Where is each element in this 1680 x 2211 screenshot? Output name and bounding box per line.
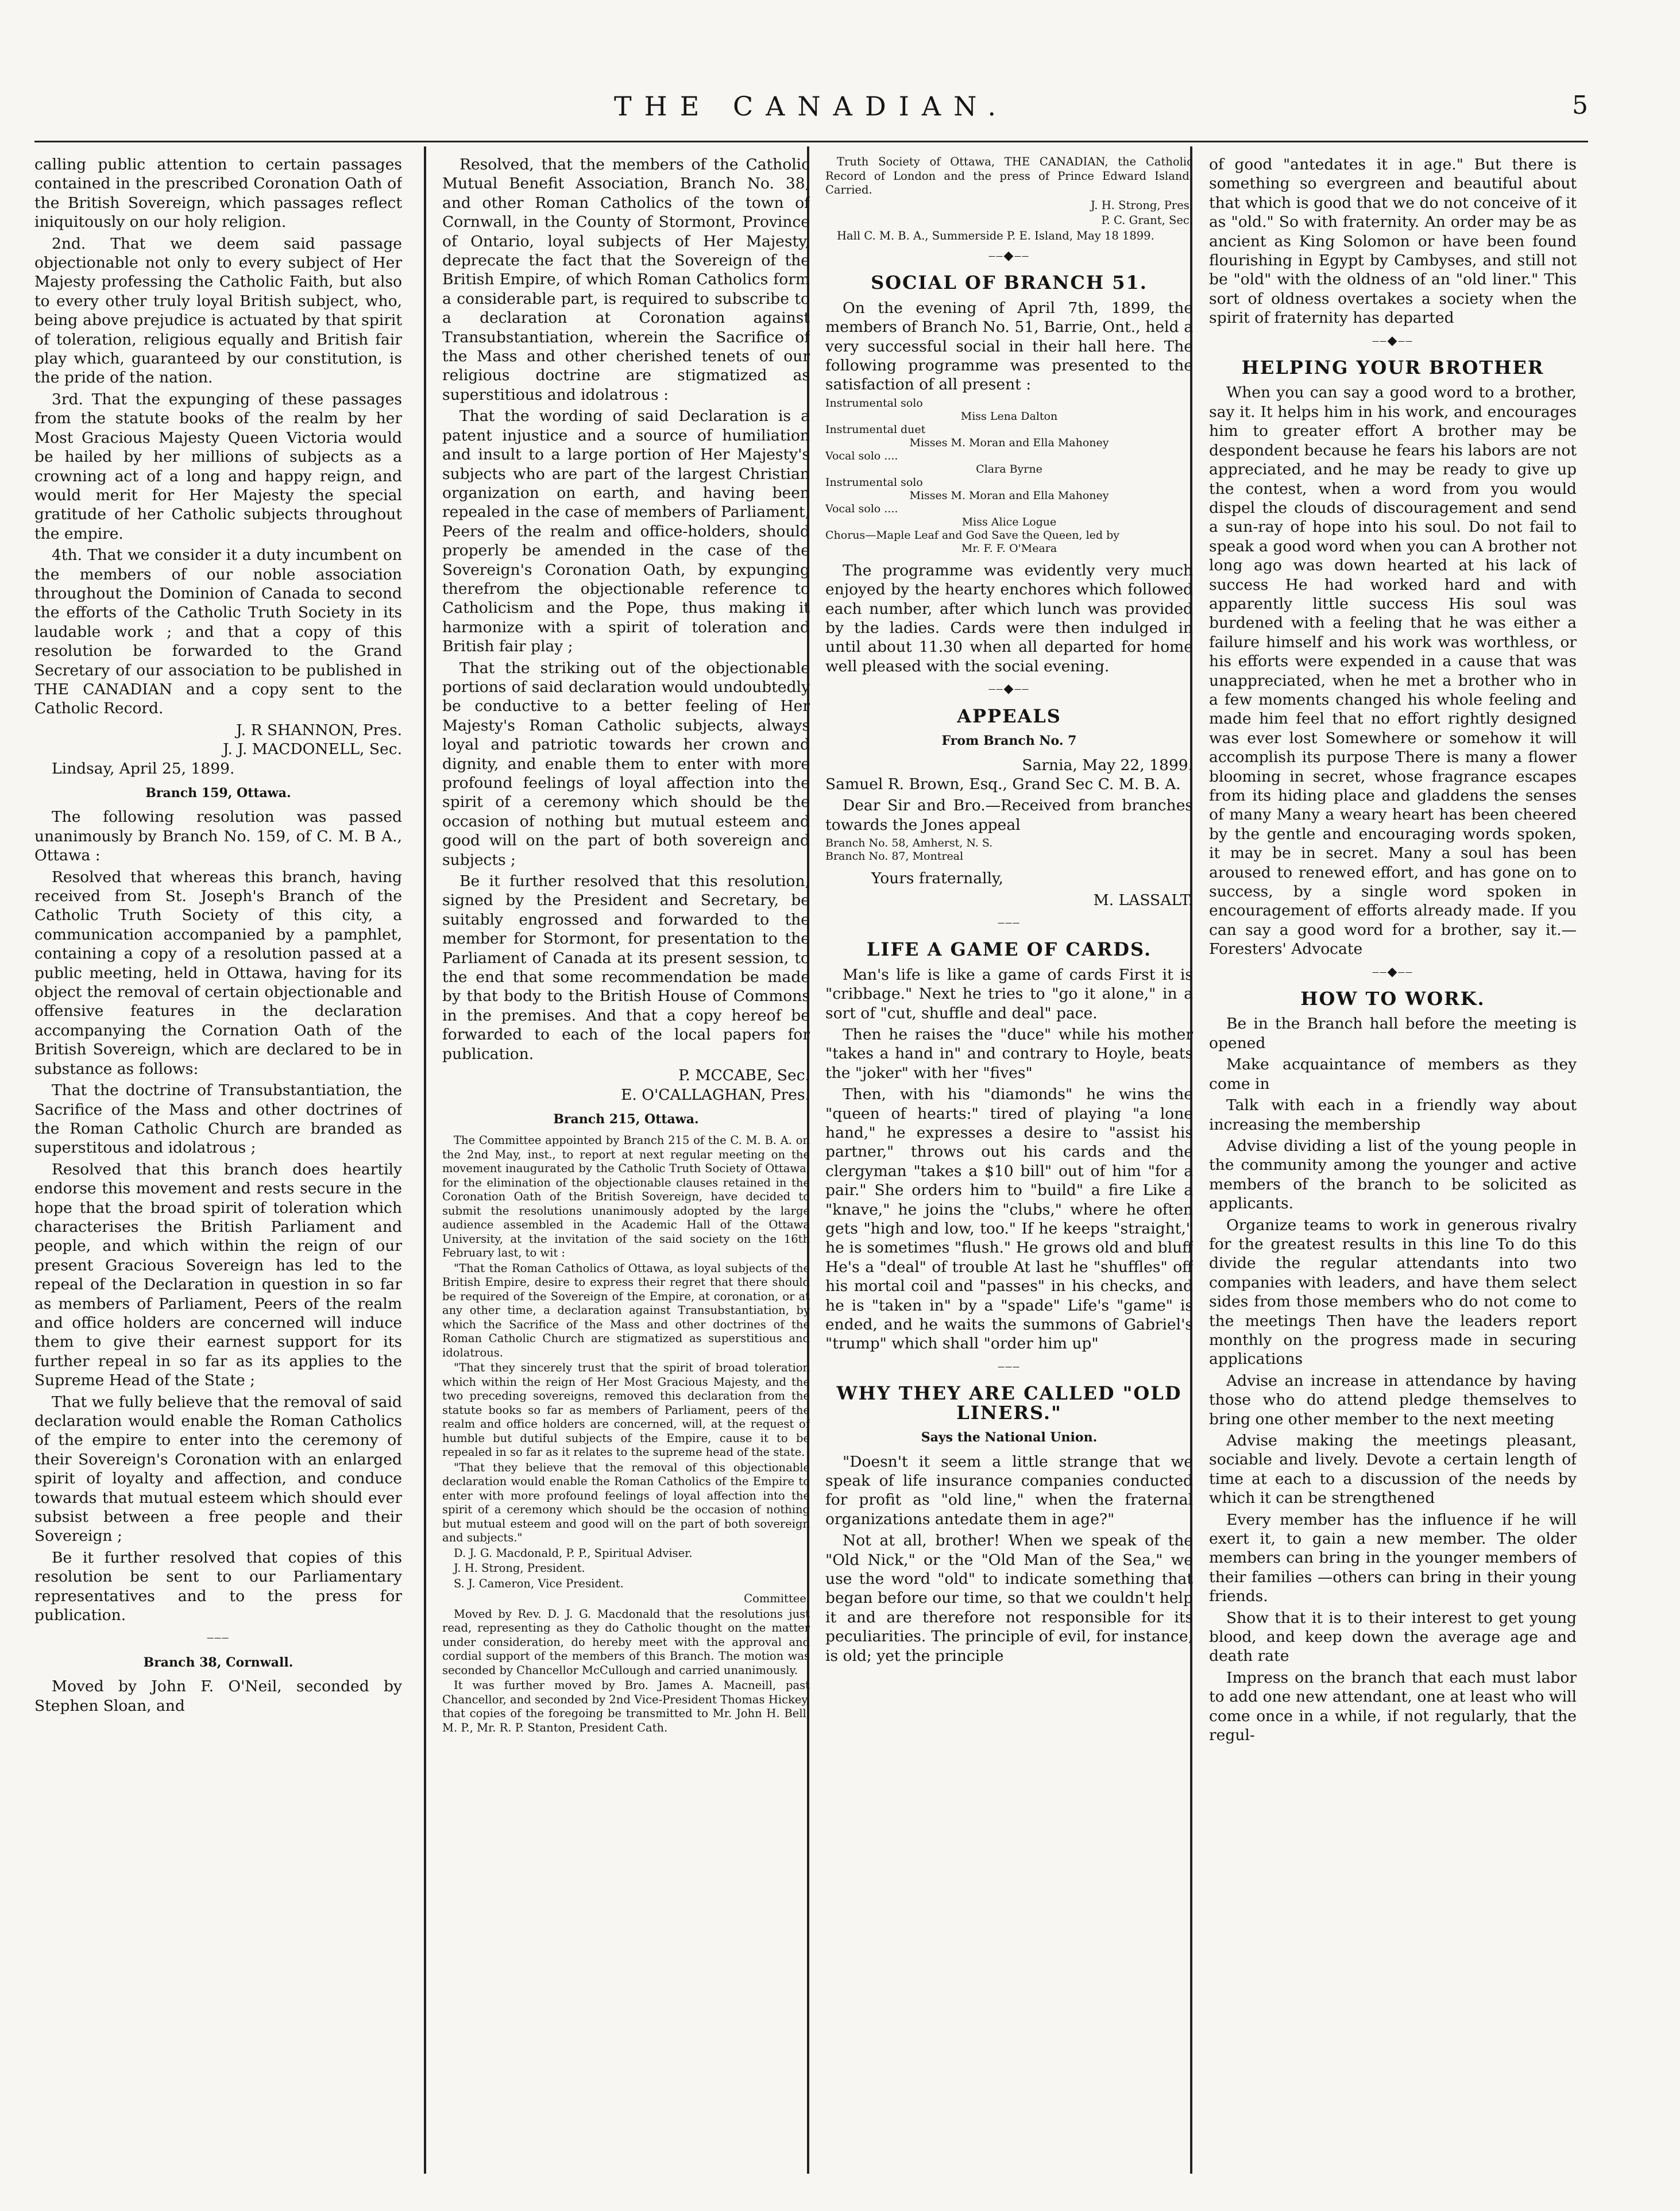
- programme-performer: Miss Alice Logue: [961, 515, 1057, 528]
- paragraph: The Committee appointed by Branch 215 of the C. M. B. A. on the 2nd May, inst., to report at next regular meeting on the movement inaugurated by the Catholic Truth Society of Ottawa, for the elimination of the objectionable clauses retained in the Coronation Oath of the British Sovereign, have decided to submit the resolutions unanimously adopted by the large audience assembled in the Academic Hall of the Ottawa University, at the invitation of the said society on the 16th February last, to wit :: [442, 1134, 810, 1260]
- paragraph: Be in the Branch hall before the meeting is opened: [1209, 1015, 1577, 1052]
- paragraph: Resolved, that the members of the Catholic Mutual Benefit Association, Branch No. 38, and other Roman Catholics of the town of Cornwall, in the County of Stormont, Province of Ontario, loyal subjects of Her Majesty, deprecate the fact that the Sovereign of the British Empire, of which Roman Catholics form a considerable part, is required to subscribe to a declaration at Coronation against Transubstantiation, wherein the Sacrifice of the Mass and other cherished tenets of our religious doctrine are stigmatized as superstitious and idolatrous :: [442, 156, 810, 404]
- signature: P. C. Grant, Sec.: [1101, 214, 1193, 227]
- paragraph: That we fully believe that the removal of said declaration would enable the Roman Catholics of the empire to enter into the ceremony of their Sovereign's Coronation with an enlarged spirit of loyalty and affection, and conduce towards that mutual esteem which should ever subsist between a free people and their Sovereign ;: [34, 1393, 402, 1545]
- article-heading: LIFE A GAME OF CARDS.: [866, 938, 1152, 961]
- committee-member: D. J. G. Macdonald, P. P., Spiritual Adviser.: [454, 1546, 693, 1560]
- paragraph: Organize teams to work in generous rivalry for the greatest results in this line To do this divide the regular attendants into two companies with leaders, and have them select sides from those members who do not come to the meetings Then have the leaders report monthly on the progress made in securing applications: [1209, 1216, 1577, 1369]
- paragraph: Truth Society of Ottawa, THE CANADIAN, the Catholic Record of London and the press of Prince Edward Island. Carried.: [825, 155, 1193, 196]
- paragraph: Resolved that whereas this branch, having received from St. Joseph's Branch of the Catholic Truth Society of this city, a communication accompanied by a pamphlet, containing a copy of a resolution passed at a public meeting, held in Ottawa, having for its object the removal of certain objectionable and offensive features in the declaration accompanying the Cornation Oath of the British Sovereign, which are declared to be in substance as follows:: [34, 868, 402, 1078]
- dateline: Sarnia, May 22, 1899.: [1022, 756, 1193, 774]
- programme-performer: Mr. F. F. O'Meara: [961, 542, 1057, 555]
- dateline: Hall C. M. B. A., Summerside P. E. Island, May 18 1899.: [837, 229, 1154, 242]
- paragraph: Moved by Rev. D. J. G. Macdonald that the resolutions just read, representing as they do Catholic thought on the matter under consideration, do hereby meet with the approval and cordial support of the members of this Branch. The motion was seconded by Chancellor McCullough and carried unanimously.: [442, 1607, 810, 1677]
- programme-item: Instrumental solo: [825, 396, 923, 409]
- article-heading: HOW TO WORK.: [1300, 988, 1485, 1010]
- section-divider: ⎯⎯◆⎯⎯: [1372, 333, 1413, 348]
- article-heading: HELPING YOUR BROTHER: [1241, 357, 1544, 379]
- section-subheading: Branch 38, Cornwall.: [143, 1655, 293, 1670]
- paragraph: Be it further resolved that this resolution, signed by the President and Secretary, be suitably engrossed and forwarded to the member for Stormont, for presentation to the Parliament of Canada at its present session, to the end that some recommendation be made by that body to the British House of Commons in the premises. And that a copy hereof be forwarded to each of the local papers for publication.: [442, 872, 810, 1063]
- programme-performer: Miss Lena Dalton: [960, 409, 1058, 423]
- paragraph: "That they sincerely trust that the spirit of broad toleration which within the reign of Her Most Gracious Majesty, and the two preceding sovereigns, removed this declaration from the statute books so far as members of Parliament, peers of the realm and office holders are concerned, will, at the request of humble but dutiful subjects of the Empire, cause it to be repealed in so far as it relates to the supreme head of the state.: [442, 1361, 810, 1459]
- closing: Yours fraternally,: [871, 869, 1003, 888]
- paragraph: Samuel R. Brown, Esq., Grand Sec C. M. B. A.: [825, 775, 1181, 793]
- dateline: Lindsay, April 25, 1899.: [52, 759, 235, 778]
- paragraph: Then, with his "diamonds" he wins the "queen of hearts:" tired of playing "a lone hand," he expresses a desire to "assist his partner," throws out his cards and the clergyman "takes a $10 bill" out of him "for a pair." She orders him to "build" a fire Like a "knave," he joins the "clubs," where he often gets "high and low, too." If he keeps "straight," he is sometimes "flush." He grows old and bluff He's a "deal" of trouble At last he "shuffles" off his mortal coil and "passes" in his checks, and he is "taken in" by a "spade" Life's "game" is ended, and he waits the summons of Gabriel's "trump" which shall "order him up": [825, 1085, 1193, 1353]
- appeal-list: [825, 837, 1193, 863]
- signature: E. O'CALLAGHAN, Pres.: [621, 1085, 810, 1104]
- page-number: 5: [1572, 91, 1588, 120]
- programme-item: Instrumental duet: [825, 423, 926, 436]
- section-divider: ⎯⎯⎯: [207, 1630, 230, 1645]
- paragraph: Make acquaintance of members as they come in: [1209, 1056, 1577, 1093]
- paragraph: Resolved that this branch does heartily endorse this movement and rests secure in the hope that the broad spirit of toleration which characterises the British Parliament and people, and which within the reign of our present Gracious Sovereign has led to the repeal of the Declaration in question in so far as members of Parliament, Peers of the realm and office holders are concerned will induce them to give their earnest support for its further repeal in so far as its applies to the Supreme Head of the State ;: [34, 1160, 402, 1390]
- section-divider: ⎯⎯◆⎯⎯: [1372, 964, 1413, 979]
- paragraph: 3rd. That the expunging of these passages from the statute books of the realm by her Most Gracious Majesty Queen Victoria would be hailed by her millions of subjects as a crowning act of a long and happy reign, and would merit for Her Majesty the special gratitude of her Catholic subjects throughout the empire.: [34, 390, 402, 543]
- paragraph: Not at all, brother! When we speak of the "Old Nick," or the "Old Man of the Sea," we use the word "old" to indicate something that began before our time, so that we couldn't help it and are therefore not responsible for its peculiarities. The principle of evil, for instance, is old; yet the principle: [825, 1532, 1193, 1665]
- masthead: [34, 86, 1588, 132]
- section-subheading: Branch 215, Ottawa.: [553, 1111, 699, 1127]
- paragraph: The following resolution was passed unanimously by Branch No. 159, of C. M. B A., Ottawa :: [34, 808, 402, 865]
- paragraph: It was further moved by Bro. James A. Macneill, past Chancellor, and seconded by 2nd Vice-President Thomas Hickey, that copies of the foregoing be transmitted to Mr. John H. Bell, M. P., Mr. R. P. Stanton, President Cath.: [442, 1679, 810, 1734]
- paragraph: Advise making the meetings pleasant, sociable and lively. Devote a certain length of time at each to a discussion of the needs by which it can be strengthened: [1209, 1432, 1577, 1508]
- column-rule-1: [424, 146, 426, 2174]
- programme-performer: Misses M. Moran and Ella Mahoney: [909, 489, 1109, 502]
- small-print-report: [825, 155, 1193, 243]
- section-subheading: From Branch No. 7: [941, 733, 1077, 749]
- committee-label: Committee.: [744, 1592, 810, 1606]
- paragraph: Man's life is like a game of cards First it is "cribbage." Next he tries to "go it alone," in a sort of "cut, shuffle and deal" pace.: [825, 965, 1193, 1022]
- paragraph: Advise an increase in attendance by having those who do attend pledge themselves to bring one other member to the next meeting: [1209, 1371, 1577, 1428]
- small-print-report: [442, 1134, 810, 1735]
- programme-performer: Misses M. Moran and Ella Mahoney: [909, 436, 1109, 449]
- section-divider: ⎯⎯⎯: [998, 1359, 1021, 1374]
- section-subheading: Branch 159, Ottawa.: [145, 786, 291, 801]
- paragraph: 2nd. That we deem said passage objectionable not only to every subject of Her Majesty professing the Catholic Faith, but also to every other truly loyal British subject, who, being above prejudice is actuated by that spirit of toleration, religious equally and British fair play which, guaranteed by our constitution, is the pride of the nation.: [34, 234, 402, 387]
- signature: P. MCCABE, Sec.: [678, 1066, 810, 1085]
- paragraph: Be it further resolved that copies of this resolution be sent to our Parliamentary representatives and to the press for publication.: [34, 1548, 402, 1625]
- paragraph: of good "antedates it in age." But there is something so evergreen and beautiful about that which is good that we do not conceive of it as "old." So with fraternity. An order may be as ancient as King Solomon or have been found flourishing in Egypt by Cambyses, and still not be "old" with the oldness of an "old liner." This sort of oldness overtakes a society when the spirit of fraternity has departed: [1209, 156, 1577, 327]
- paragraph: That the wording of said Declaration is a patent injustice and a source of humiliation and insult to a large portion of Her Majesty's subjects who are part of the largest Christian organization on earth, and having been repealed in the case of members of Parliament, Peers of the realm and office-holders, should properly be amended in the case of the Sovereign's Coronation Oath, by expunging therefrom the objectionable reference to Catholicism and the Pope, thus making it harmonize with a spirit of toleration and British fair play ;: [442, 407, 810, 656]
- paragraph: "That the Roman Catholics of Ottawa, as loyal subjects of the British Empire, desire to express their regret that there should be required of the Sovereign of the Empire, at coronation, or at any other time, a declaration against Transubstantiation, by which the Sacrifice of the Mass and other doctrines of the Roman Catholic Church are stigmatized as superstitious and idolatrous.: [442, 1261, 810, 1359]
- signature: J. R SHANNON, Pres.: [236, 721, 402, 739]
- programme-performer: Clara Byrne: [976, 462, 1042, 476]
- programme-list: [825, 397, 1193, 555]
- paragraph: Every member has the influence if he will exert it, to gain a new member. The older members can bring in the younger members of their families —others can bring in their young friends.: [1209, 1510, 1577, 1606]
- section-divider: ⎯⎯⎯: [998, 915, 1021, 930]
- appeal-item: Branch No. 87, Montreal: [825, 850, 964, 863]
- programme-item: Chorus—Maple Leaf and God Save the Queen, led by: [825, 528, 1119, 542]
- appeal-item: Branch No. 58, Amherst, N. S.: [825, 837, 993, 850]
- paragraph: 4th. That we consider it a duty incumbent on the members of our noble association throughout the Dominion of Canada to second the efforts of the Catholic Truth Society in its laudable work ; and that a copy of this resolution be forwarded to the Grand Secretary of our association to be published in THE CANADIAN and a copy sent to the Catholic Record.: [34, 546, 402, 718]
- paragraph: Talk with each in a friendly way about increasing the membership: [1209, 1096, 1577, 1134]
- signature: M. LASSALT.: [1093, 891, 1193, 909]
- paragraph: Impress on the branch that each must labor to add one new attendant, one at least who will come once in a while, if not regularly, that the regul-: [1209, 1668, 1577, 1745]
- column-3: [825, 155, 1193, 2165]
- masthead-rule: [34, 141, 1588, 142]
- paragraph: Dear Sir and Bro.—Received from branches towards the Jones appeal: [825, 797, 1193, 834]
- paragraph: Advise dividing a list of the young people in the community among the younger and active members of the branch to be solicited as applicants.: [1209, 1137, 1577, 1213]
- column-1: [34, 155, 402, 2165]
- article-heading: SOCIAL OF BRANCH 51.: [871, 272, 1148, 294]
- paragraph: "Doesn't it seem a little strange that we speak of life insurance companies conducted for profit as "old line," when the fraternal organizations antedate them in age?": [825, 1452, 1193, 1528]
- paragraph: That the striking out of the objectionable portions of said declaration would undoubtedly be conductive to a better feeling of Her Majesty's Roman Catholic subjects, always loyal and patriotic towards her crown and dignity, and enable them to enter with more profound feelings of loyal affection into the spirit of a ceremony which should be the occasion of nothing but mutual esteem and good will on the part of both sovereign and subjects ;: [442, 659, 810, 869]
- programme-item: Vocal solo ....: [825, 449, 898, 462]
- paragraph: Show that it is to their interest to get young blood, and keep down the average age and death rate: [1209, 1609, 1577, 1665]
- section-divider: ⎯⎯◆⎯⎯: [988, 682, 1030, 697]
- paragraph: That the doctrine of Transubstantiation, the Sacrifice of the Mass and other doctrines of the Roman Catholic Church are branded as superstitous and idolatrous ;: [34, 1081, 402, 1157]
- paragraph: On the evening of April 7th, 1899, the members of Branch No. 51, Barrie, Ont., held a very successful social in their hall here. The following programme was presented to the satisfaction of all present :: [825, 299, 1193, 394]
- article-heading: WHY THEY ARE CALLED "OLD LINERS.": [836, 1382, 1182, 1424]
- committee-member: S. J. Cameron, Vice President.: [454, 1576, 624, 1590]
- newspaper-title: THE CANADIAN.: [613, 91, 1009, 122]
- paragraph: When you can say a good word to a brother, say it. It helps him in his work, and encourages him to greater effort A brother may be despondent because he fears his labors are not appreciated, and he may be ready to give up the contest, when a word from you would dispel the clouds of discouragement and send a sun-ray of hope into his soul. Do not fail to speak a good word when you can A brother not long ago was down hearted at his lack of success He had worked hard and with apparently little success His soul was burdened with a feeling that he was either a failure himself and his work was worthless, or his efforts were expended in a cause that was unappreciated, when he met a brother who in a few moments changed his whole feeling and made him feel that no effort rightly designed was ever lost Somewhere or somehow it will accomplish its purpose There is many a flower blooming in secret, whose fragrance escapes from its hiding place and gladdens the senses of many Many a weary heart has been cheered by the gentle and encouraging words spoken, it may be in secret. Many a soul has been aroused to renewed effort, and has gone on to success, by a single word spoken in encouragement of efforts already made. If you can say a good word for a brother, say it.—Foresters' Advocate: [1209, 384, 1577, 958]
- paragraph: Moved by John F. O'Neil, seconded by Stephen Sloan, and: [34, 1677, 402, 1715]
- column-2: [442, 155, 810, 2165]
- paragraph: "That they believe that the removal of this objectionable declaration would enable the Roman Catholics of the Empire to enter with more profound feelings of loyal affection into the spirit of a ceremony which should be the occasion of nothing but mutual esteem and good will on the part of both sovereign and subjects.": [442, 1460, 810, 1545]
- committee-member: J. H. Strong, President.: [454, 1561, 585, 1575]
- paragraph: calling public attention to certain passages contained in the prescribed Coronation Oath of the British Sovereign, which passages reflect iniquitously on our holy religion.: [34, 156, 402, 231]
- article-heading: APPEALS: [957, 705, 1061, 727]
- section-subheading: Says the National Union.: [921, 1430, 1098, 1445]
- signature: J. H. Strong, Pres.: [1091, 198, 1193, 212]
- column-4: [1209, 155, 1577, 2165]
- section-divider: ⎯⎯◆⎯⎯: [988, 249, 1030, 263]
- paragraph: The programme was evidently very much enjoyed by the hearty enchores which followed each number, after which lunch was provided by the ladies. Cards were then indulged in until about 11.30 when all departed for home well pleased with the social evening.: [825, 561, 1193, 675]
- programme-item: Vocal solo ....: [825, 502, 898, 515]
- paragraph: Then he raises the "duce" while his mother "takes a hand in" and contrary to Hoyle, beats the "joker" with her "fives": [825, 1025, 1193, 1082]
- signature: J. J. MACDONELL, Sec.: [222, 740, 402, 759]
- programme-item: Instrumental solo: [825, 476, 923, 489]
